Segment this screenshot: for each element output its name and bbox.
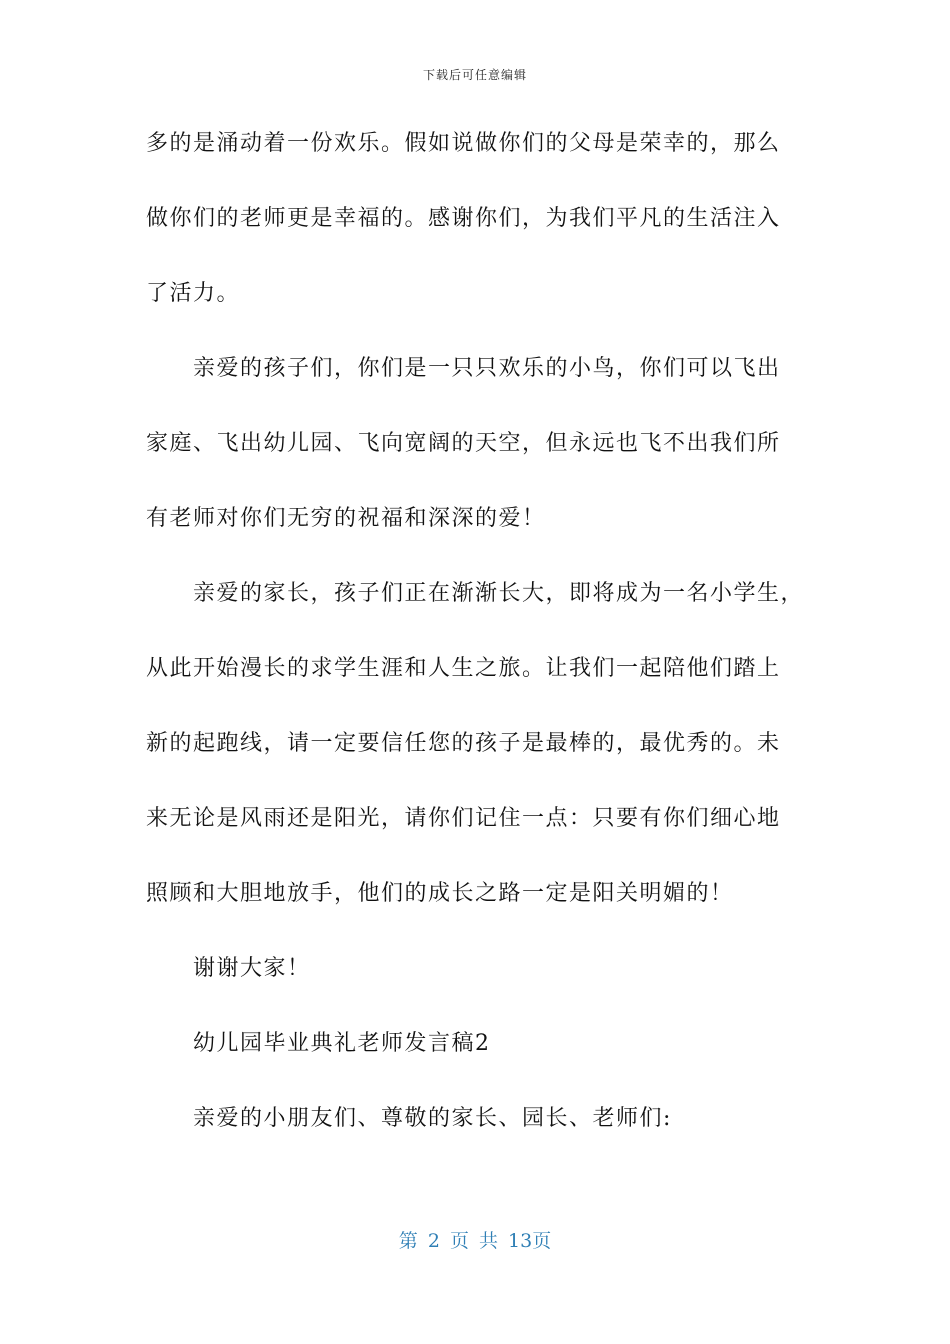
text-line: 多的是涌动着一份欢乐。假如说做你们的父母是荣幸的，那么 [146, 131, 781, 156]
page-number: 第 2 页 共 13页 [398, 1230, 552, 1252]
text-line: 来无论是风雨还是阳光，请你们记住一点：只要有你们细心地 [146, 806, 781, 831]
text-line: 从此开始漫长的求学生涯和人生之旅。让我们一起陪他们踏上 [146, 656, 781, 681]
paragraph-start-line: 亲爱的家长，孩子们正在渐渐长大，即将成为一名小学生， [193, 581, 805, 606]
text-line: 照顾和大胆地放手，他们的成长之路一定是阳关明媚的！ [146, 881, 734, 906]
section-title: 幼儿园毕业典礼老师发言稿2 [193, 1031, 491, 1056]
salutation-line: 亲爱的小朋友们、尊敬的家长、园长、老师们: [193, 1106, 672, 1131]
page-header: 下载后可任意编辑 [422, 68, 527, 82]
paragraph-start-line: 亲爱的孩子们，你们是一只只欢乐的小鸟，你们可以飞出 [193, 356, 781, 381]
text-line: 做你们的老师更是幸福的。感谢你们，为我们平凡的生活注入 [146, 206, 781, 231]
document-body [146, 124, 806, 1174]
closing-line: 谢谢大家！ [193, 956, 311, 981]
text-line: 家庭、飞出幼儿园、飞向宽阔的天空，但永远也飞不出我们所 [146, 431, 781, 456]
text-line: 了活力。 [146, 281, 241, 306]
text-line: 新的起跑线，请一定要信任您的孩子是最棒的，最优秀的。未 [146, 731, 781, 756]
text-line: 有老师对你们无穷的祝福和深深的爱！ [146, 506, 546, 531]
